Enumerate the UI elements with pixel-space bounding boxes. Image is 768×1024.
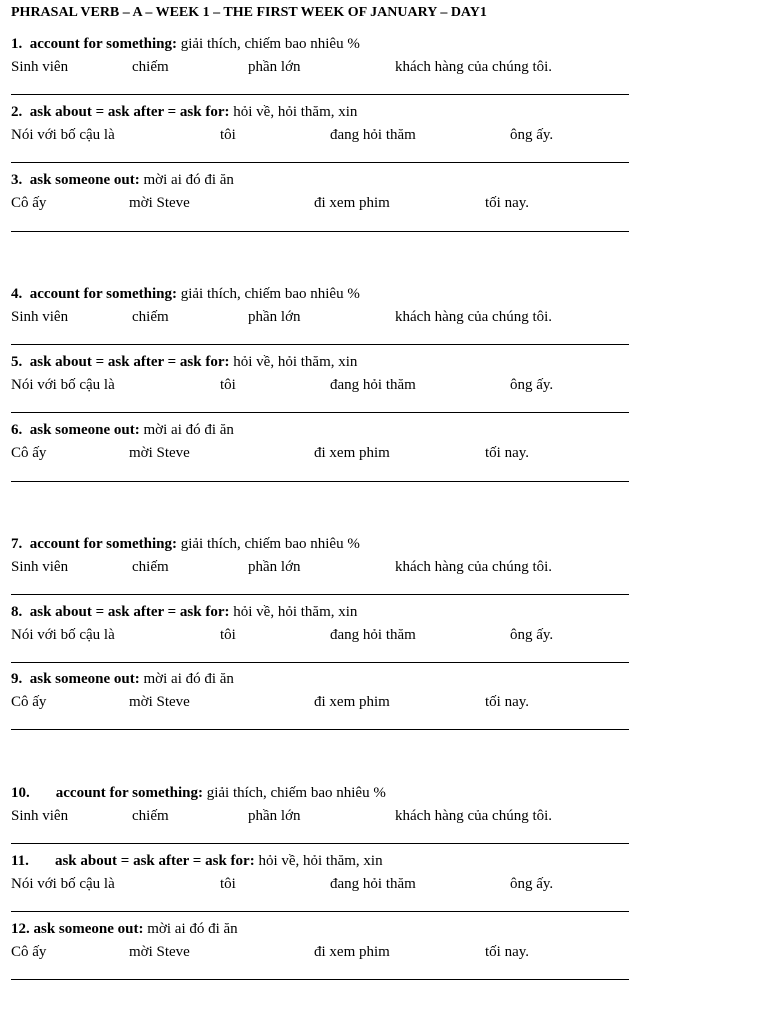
sentence-chunk: khách hàng của chúng tôi. — [395, 559, 553, 575]
sentence-chunk: phần lớn — [248, 808, 301, 824]
sentence-chunk: Sinh viên — [11, 309, 69, 325]
phrasal-verb-term: ask someone out: — [29, 671, 140, 687]
item-number: 6. — [11, 422, 23, 438]
item-heading — [11, 784, 386, 802]
sentence-chunk: tôi — [220, 876, 236, 892]
sentence-chunks — [11, 626, 629, 644]
phrasal-verb-term: account for something: — [55, 785, 203, 801]
item-heading — [11, 353, 357, 371]
sentence-chunk: tối nay. — [485, 195, 530, 211]
sentence-chunk: khách hàng của chúng tôi. — [395, 309, 553, 325]
sentence-chunk: Sinh viên — [11, 559, 69, 575]
phrasal-verb-term: ask someone out: — [33, 921, 144, 937]
answer-line[interactable] — [11, 481, 629, 482]
phrasal-verb-term: ask someone out: — [29, 172, 140, 188]
sentence-chunks — [11, 126, 629, 144]
answer-line[interactable] — [11, 979, 629, 980]
page-title: PHRASAL VERB – A – WEEK 1 – THE FIRST WEEK OF JANUARY – DAY1 — [11, 5, 487, 20]
sentence-chunk: ông ấy. — [510, 377, 554, 393]
sentence-chunks — [11, 943, 629, 961]
sentence-chunks — [11, 558, 629, 576]
sentence-chunk: phần lớn — [248, 309, 301, 325]
sentence-chunks — [11, 693, 629, 711]
sentence-chunk: chiếm — [132, 808, 169, 824]
sentence-chunks — [11, 444, 629, 462]
sentence-chunk: đang hỏi thăm — [330, 876, 416, 892]
sentence-chunk: đi xem phim — [314, 944, 390, 960]
phrasal-verb-term: account for something: — [29, 286, 177, 302]
sentence-chunk: tôi — [220, 627, 236, 643]
item-heading — [11, 285, 360, 303]
sentence-chunks — [11, 875, 629, 893]
item-heading — [11, 103, 357, 121]
term-meaning: hỏi về, hỏi thăm, xin — [229, 354, 358, 370]
phrasal-verb-term: ask about = ask after = ask for: — [29, 604, 230, 620]
sentence-chunk: Cô ấy — [11, 195, 47, 211]
item-heading — [11, 421, 234, 439]
sentence-chunk: tôi — [220, 127, 236, 143]
item-number: 11. — [11, 853, 29, 869]
sentence-chunk: mời Steve — [129, 944, 190, 960]
item-number: 2. — [11, 104, 23, 120]
phrasal-verb-term: account for something: — [29, 36, 177, 52]
item-number: 9. — [11, 671, 23, 687]
term-meaning: giải thích, chiếm bao nhiêu % — [202, 785, 386, 801]
sentence-chunk: đi xem phim — [314, 195, 390, 211]
phrasal-verb-term: ask someone out: — [29, 422, 140, 438]
item-number: 10. — [11, 785, 30, 801]
sentence-chunk: Nói với bố cậu là — [11, 876, 115, 892]
sentence-chunk: đi xem phim — [314, 445, 390, 461]
term-meaning: mời ai đó đi ăn — [139, 172, 234, 188]
item-heading — [11, 535, 360, 553]
answer-line[interactable] — [11, 344, 629, 345]
sentence-chunk: đi xem phim — [314, 694, 390, 710]
sentence-chunk: ông ấy. — [510, 127, 554, 143]
item-number: 7. — [11, 536, 23, 552]
phrasal-verb-term: ask about = ask after = ask for: — [29, 104, 230, 120]
sentence-chunks — [11, 308, 629, 326]
sentence-chunk: mời Steve — [129, 445, 190, 461]
sentence-chunk: tối nay. — [485, 944, 530, 960]
sentence-chunk: mời Steve — [129, 195, 190, 211]
sentence-chunk: ông ấy. — [510, 627, 554, 643]
answer-line[interactable] — [11, 843, 629, 844]
item-heading — [11, 670, 234, 688]
answer-line[interactable] — [11, 662, 629, 663]
sentence-chunk: Cô ấy — [11, 694, 47, 710]
sentence-chunk: Nói với bố cậu là — [11, 627, 115, 643]
sentence-chunks — [11, 376, 629, 394]
term-meaning: giải thích, chiếm bao nhiêu % — [176, 36, 360, 52]
item-number: 8. — [11, 604, 23, 620]
sentence-chunk: phần lớn — [248, 59, 301, 75]
sentence-chunk: Nói với bố cậu là — [11, 127, 115, 143]
sentence-chunks — [11, 58, 629, 76]
sentence-chunk: phần lớn — [248, 559, 301, 575]
answer-line[interactable] — [11, 911, 629, 912]
sentence-chunk: đang hỏi thăm — [330, 627, 416, 643]
sentence-chunk: tối nay. — [485, 445, 530, 461]
answer-line[interactable] — [11, 94, 629, 95]
item-heading — [11, 171, 234, 189]
term-meaning: hỏi về, hỏi thăm, xin — [229, 604, 358, 620]
term-meaning: hỏi về, hỏi thăm, xin — [254, 853, 383, 869]
item-number: 12. — [11, 921, 30, 937]
answer-line[interactable] — [11, 162, 629, 163]
term-meaning: mời ai đó đi ăn — [143, 921, 238, 937]
phrasal-verb-term: ask about = ask after = ask for: — [29, 354, 230, 370]
item-number: 5. — [11, 354, 23, 370]
sentence-chunk: mời Steve — [129, 694, 190, 710]
answer-line[interactable] — [11, 729, 629, 730]
sentence-chunk: khách hàng của chúng tôi. — [395, 808, 553, 824]
answer-line[interactable] — [11, 231, 629, 232]
sentence-chunk: ông ấy. — [510, 876, 554, 892]
sentence-chunks — [11, 194, 629, 212]
answer-line[interactable] — [11, 594, 629, 595]
term-meaning: mời ai đó đi ăn — [139, 671, 234, 687]
item-heading — [11, 603, 357, 621]
term-meaning: giải thích, chiếm bao nhiêu % — [176, 536, 360, 552]
term-meaning: mời ai đó đi ăn — [139, 422, 234, 438]
item-number: 3. — [11, 172, 23, 188]
sentence-chunk: Cô ấy — [11, 944, 47, 960]
phrasal-verb-term: ask about = ask after = ask for: — [54, 853, 255, 869]
phrasal-verb-term: account for something: — [29, 536, 177, 552]
sentence-chunks — [11, 807, 629, 825]
sentence-chunk: chiếm — [132, 309, 169, 325]
sentence-chunk: khách hàng của chúng tôi. — [395, 59, 553, 75]
term-meaning: hỏi về, hỏi thăm, xin — [229, 104, 358, 120]
item-heading — [11, 35, 360, 53]
item-number: 1. — [11, 36, 23, 52]
item-number: 4. — [11, 286, 23, 302]
sentence-chunk: Sinh viên — [11, 59, 69, 75]
sentence-chunk: đang hỏi thăm — [330, 127, 416, 143]
sentence-chunk: tôi — [220, 377, 236, 393]
sentence-chunk: Sinh viên — [11, 808, 69, 824]
answer-line[interactable] — [11, 412, 629, 413]
sentence-chunk: Nói với bố cậu là — [11, 377, 115, 393]
sentence-chunk: Cô ấy — [11, 445, 47, 461]
sentence-chunk: đang hỏi thăm — [330, 377, 416, 393]
sentence-chunk: chiếm — [132, 59, 169, 75]
item-heading — [11, 920, 238, 938]
sentence-chunk: chiếm — [132, 559, 169, 575]
item-heading — [11, 852, 383, 870]
sentence-chunk: tối nay. — [485, 694, 530, 710]
term-meaning: giải thích, chiếm bao nhiêu % — [176, 286, 360, 302]
